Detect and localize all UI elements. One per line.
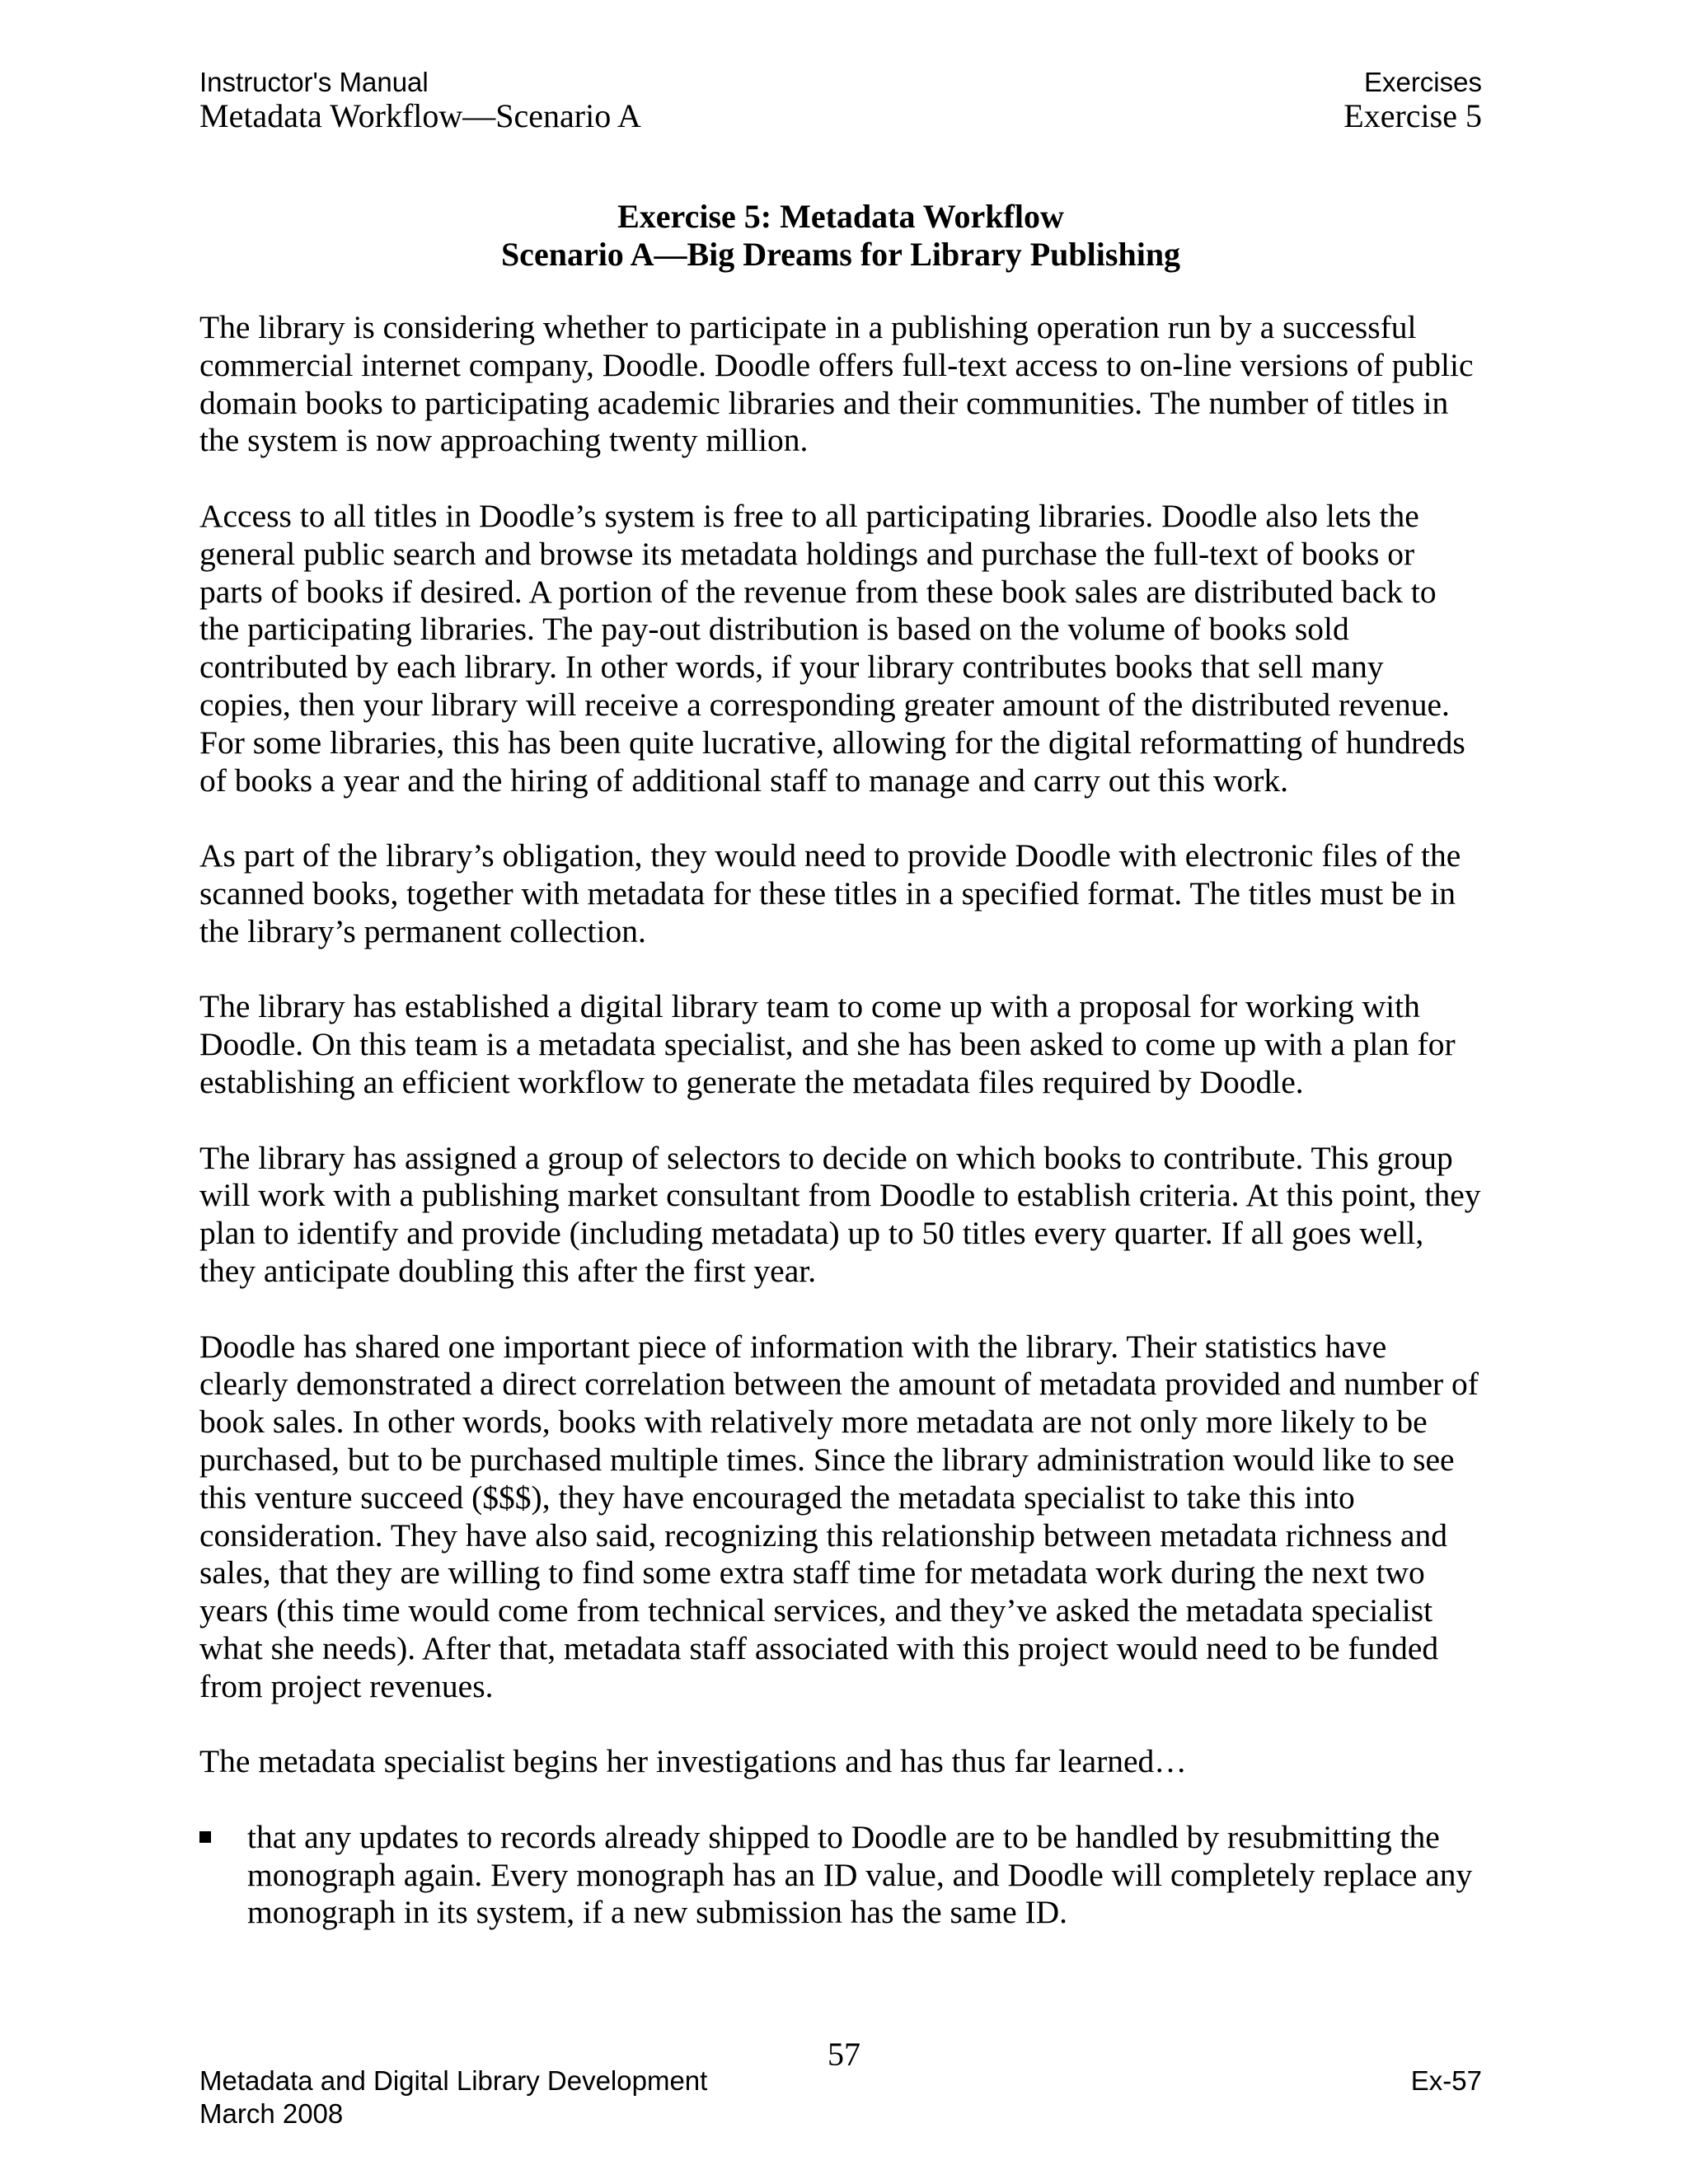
body-text bbox=[199, 309, 1482, 1932]
footer-course-title: Metadata and Digital Library Development bbox=[199, 2065, 708, 2096]
paragraph: The library is considering whether to participate in a publishing operation run by a successful commercial internet company, Doodle. Doodle offers full-text access to on-line versions of public domain books to participating academic libraries and their communities. The number of titles in the system is now approaching twenty million. bbox=[199, 309, 1474, 459]
header-manual-label: Instructor's Manual bbox=[199, 67, 429, 97]
page-title: Exercise 5: Metadata Workflow bbox=[617, 198, 1064, 235]
list-item bbox=[199, 1819, 1482, 1932]
paragraph: Access to all titles in Doodle’s system is free to all participating libraries. Doodle also lets the general public search and browse its metadata holdings and purchase the full-text of books or parts of books if desired. A portion of the revenue from these book sales are distributed back to the participating libraries. The pay-out distribution is based on the volume of books sold contributed by each library. In other words, if your library contributes books that sell many copies, then your library will receive a corresponding greater amount of the distributed revenue. For some libraries, this has been quite lucrative, allowing for the digital reformatting of hundreds of books a year and the hiring of additional staff to manage and carry out this work. bbox=[199, 497, 1465, 799]
paragraph: The library has assigned a group of selectors to decide on which books to contribute. This group will work with a publishing market consultant from Doodle to establish criteria. At this point, they plan to identify and provide (including metadata) up to 50 titles every quarter. If all goes well, they anticipate doubling this after the first year. bbox=[199, 1139, 1481, 1289]
header-category-label: Exercises bbox=[1363, 67, 1482, 97]
page-number: 57 bbox=[828, 2036, 860, 2073]
paragraph: The library has established a digital library team to come up with a proposal for working with Doodle. On this team is a metadata specialist, and she has been asked to come up with a plan for establishing an efficient workflow to generate the metadata files required by Doodle. bbox=[199, 988, 1456, 1100]
header-exercise-label: Exercise 5 bbox=[1343, 97, 1482, 134]
paragraph: As part of the library’s obligation, they would need to provide Doodle with electronic files of the scanned books, together with metadata for these titles in a specified format. The titles must be in the library’s permanent collection. bbox=[199, 837, 1461, 949]
page-subtitle: Scenario A—Big Dreams for Library Publishing bbox=[500, 236, 1181, 273]
bullet-list bbox=[199, 1819, 1482, 1932]
footer-date: March 2008 bbox=[199, 2098, 344, 2129]
footer-page-ref: Ex-57 bbox=[1410, 2065, 1482, 2096]
header-section-title: Metadata Workflow—Scenario A bbox=[199, 97, 641, 134]
paragraph: Doodle has shared one important piece of information with the library. Their statistics have clearly demonstrated a direct correlation between the amount of metadata provided and number of book sales. In other words, books with relatively more metadata are not only more likely to be purchased, but to be purchased multiple times. Since the library administration would like to see this venture succeed ($$$), they have encouraged the metadata specialist to take this into consideration. They have also said, recognizing this relationship between metadata richness and sales, that they are willing to find some extra staff time for metadata work during the next two years (this time would come from technical services, and they’ve asked the metadata specialist what she needs). After that, metadata staff associated with this project would need to be funded from project revenues. bbox=[199, 1328, 1479, 1704]
paragraph: The metadata specialist begins her investigations and has thus far learned… bbox=[199, 1743, 1187, 1780]
square-bullet-icon bbox=[199, 1831, 211, 1843]
list-item-text: that any updates to records already shipped to Doodle are to be handled by resubmitting the monograph again. Every monograph has an ID value, and Doodle will completely replace any monograph in its system, if a new submission has the same ID. bbox=[247, 1818, 1473, 1931]
